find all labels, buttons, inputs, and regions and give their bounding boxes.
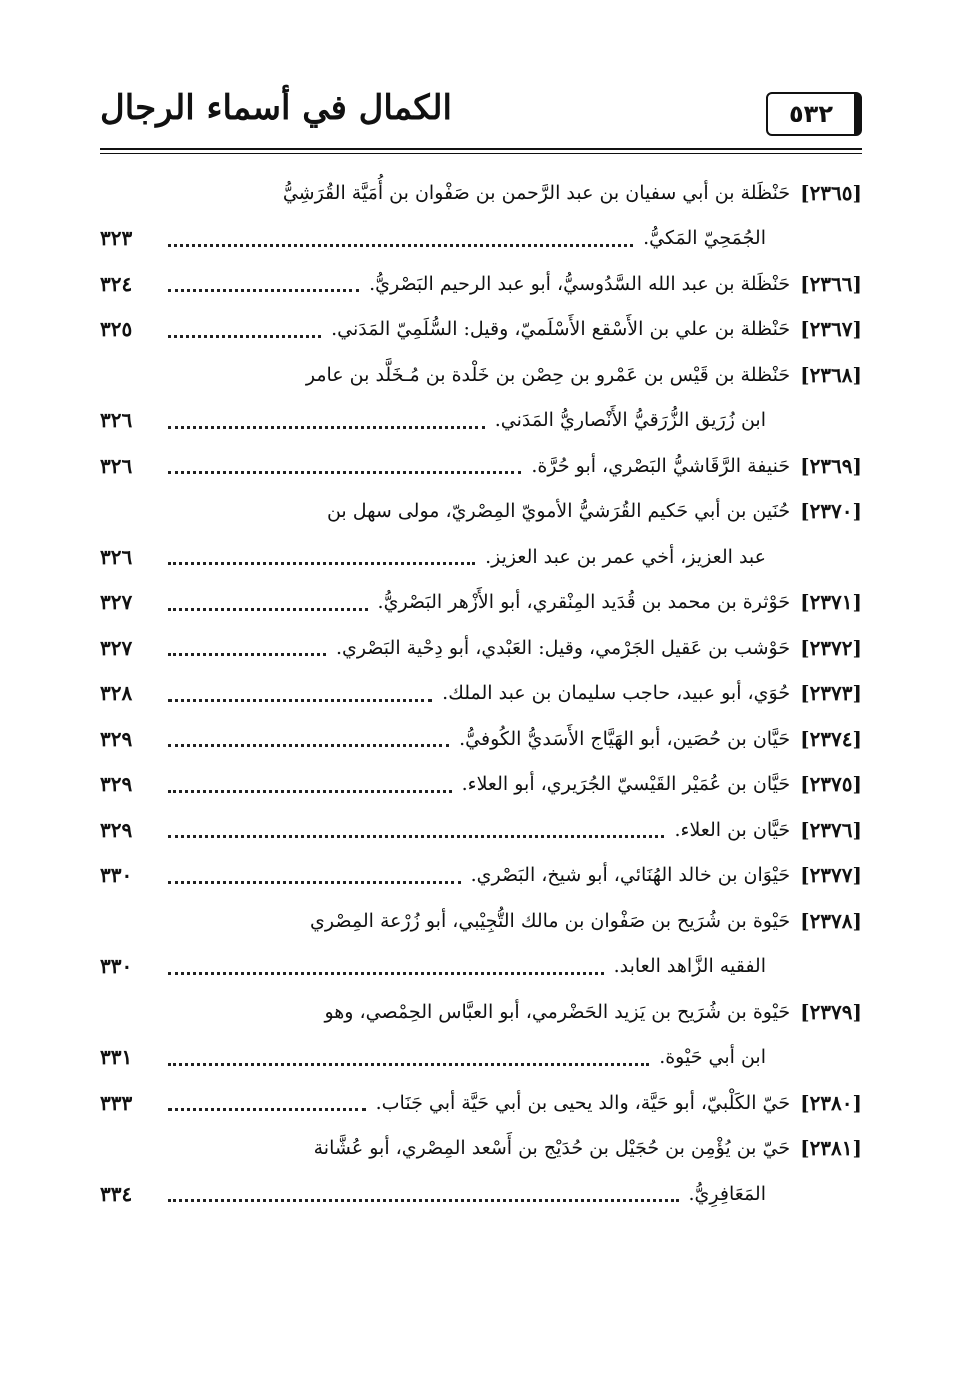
entry-line bbox=[100, 944, 862, 990]
page-reference: ٣٢٧ bbox=[100, 590, 133, 615]
entry-number: [٢٣٦٩] bbox=[800, 453, 862, 478]
index-entry bbox=[100, 671, 862, 717]
dot-leader bbox=[168, 1108, 366, 1111]
entry-text: حَنْظلة بن قَيْس بن عَمْرو بن حِصْن بن خَلْدة بن مُـخَلَّد بن عامر bbox=[305, 363, 791, 386]
page-reference: ٣٣٤ bbox=[100, 1181, 133, 1206]
page-reference: ٣٣١ bbox=[100, 1045, 133, 1070]
entry-text: حَيْوة بن شُرَيح بن يَزيد الحَضْرمي، أبو العبَّاس الحِمْصي، وهو bbox=[324, 1000, 791, 1023]
page-reference: ٣٢٦ bbox=[100, 408, 133, 433]
entry-line bbox=[100, 853, 862, 899]
book-title: الكمال في أسماء الرجال bbox=[100, 88, 452, 128]
page-reference: ٣٢٨ bbox=[100, 681, 133, 706]
index-entry bbox=[100, 853, 862, 899]
index-entry bbox=[100, 989, 862, 1080]
entry-line bbox=[100, 989, 862, 1035]
entry-text: حَيّ الكَلْبيّ، أبو حَيَّة، والد يحيى بن أبي حَيَّة أبي جَنَاب. bbox=[375, 1091, 791, 1114]
page-number-box bbox=[766, 92, 862, 136]
entry-number: [٢٣٧٠] bbox=[800, 499, 862, 524]
dot-leader bbox=[168, 471, 521, 474]
index-entry bbox=[100, 443, 862, 489]
index-entry bbox=[100, 762, 862, 808]
page-number: ٥٣٢ bbox=[789, 100, 833, 128]
entry-text: حُنَين بن أبي حَكيم القُرَشيُّ الأمويّ المِصْريّ، مولى سهل بن bbox=[326, 500, 791, 523]
page-reference: ٣٢٦ bbox=[100, 453, 133, 478]
entry-line bbox=[100, 398, 862, 444]
dot-leader bbox=[168, 881, 461, 884]
entry-text: حَيَّان بن عُمَيْر القَيْسيّ الجُرَيري، أبو العلاء. bbox=[461, 773, 791, 796]
page-header bbox=[100, 78, 862, 158]
entry-number: [٢٣٨١] bbox=[800, 1136, 862, 1161]
dot-leader bbox=[168, 972, 604, 975]
entry-text: حَنْظَلة بن أبي سفيان بن عبد الرَّحمن بن صَفْوان بن أُمَيَّة القُرَشِيُّ bbox=[282, 181, 791, 204]
header-rule bbox=[100, 148, 862, 150]
entry-text: الفقيه الزَّاهد العابد. bbox=[613, 955, 766, 978]
index-entry bbox=[100, 898, 862, 989]
dot-leader bbox=[168, 653, 326, 656]
entry-line bbox=[100, 1126, 862, 1172]
dot-leader bbox=[168, 1199, 679, 1202]
entry-line bbox=[100, 1080, 862, 1126]
entry-line bbox=[100, 216, 862, 262]
entry-number: [٢٣٧٩] bbox=[800, 999, 862, 1024]
entry-number: [٢٣٦٨] bbox=[800, 362, 862, 387]
entry-text: حَيَّان بن حُصَين، أبو الهَيَّاج الأَسَديُّ الكُوفيُّ. bbox=[459, 727, 791, 750]
dot-leader bbox=[168, 335, 321, 338]
index-entry bbox=[100, 170, 862, 261]
index-entry bbox=[100, 307, 862, 353]
entry-line bbox=[100, 489, 862, 535]
entry-text: حَوْثرة بن محمد بن قُدَيد المِنْقري، أبو الأَزْهر البَصْريُّ. bbox=[377, 591, 791, 614]
entry-text: حَوْشب بن عَقيل الجَرْمي، وقيل: العَبْدي، أبو دِحْية البَصْري. bbox=[335, 636, 791, 659]
entry-line bbox=[100, 807, 862, 853]
entry-number: [٢٣٦٧] bbox=[800, 317, 862, 342]
index-entry bbox=[100, 1126, 862, 1217]
dot-leader bbox=[168, 562, 475, 565]
entry-text: ابن زُرَيق الزُّرَقيُّ الأَنْصاريُّ المَدَني. bbox=[494, 409, 766, 432]
page-reference: ٣٢٧ bbox=[100, 635, 133, 660]
entry-line bbox=[100, 170, 862, 216]
entry-line bbox=[100, 307, 862, 353]
entry-text: حَنْظَلة بن عبد الله السَّدُوسيُّ، أبو عبد الرحيم البَصْريُّ. bbox=[369, 272, 791, 295]
entry-text: حَيَّان بن العلاء. bbox=[674, 818, 791, 841]
page-reference: ٣٢٤ bbox=[100, 271, 133, 296]
page-reference: ٣٢٩ bbox=[100, 817, 133, 842]
entry-line bbox=[100, 671, 862, 717]
page-reference: ٣٢٩ bbox=[100, 772, 133, 797]
entry-number: [٢٣٧٧] bbox=[800, 863, 862, 888]
header-rule-thin bbox=[100, 153, 862, 154]
index-entry bbox=[100, 261, 862, 307]
entry-number: [٢٣٨٠] bbox=[800, 1090, 862, 1115]
entry-number: [٢٣٧١] bbox=[800, 590, 862, 615]
index-entries bbox=[100, 170, 862, 1217]
page-reference: ٣٢٦ bbox=[100, 544, 133, 569]
entry-line bbox=[100, 625, 862, 671]
entry-text: حَنْظلة بن علي بن الأَسْقع الأَسْلَميّ، وقيل: السُّلَمِيّ المَدَني. bbox=[331, 318, 791, 341]
dot-leader bbox=[168, 1063, 649, 1066]
index-entry bbox=[100, 625, 862, 671]
dot-leader bbox=[168, 244, 633, 247]
entry-line bbox=[100, 716, 862, 762]
index-entry bbox=[100, 489, 862, 580]
index-entry bbox=[100, 352, 862, 443]
entry-text: حُوَي، أبو عبيد، حاجب سليمان بن عبد الملك. bbox=[442, 682, 791, 705]
entry-number: [٢٣٧٥] bbox=[800, 772, 862, 797]
entry-line bbox=[100, 534, 862, 580]
index-entry bbox=[100, 580, 862, 626]
entry-number: [٢٣٧٦] bbox=[800, 817, 862, 842]
entry-number: [٢٣٧٤] bbox=[800, 726, 862, 751]
entry-number: [٢٣٧٨] bbox=[800, 908, 862, 933]
entry-number: [٢٣٧٣] bbox=[800, 681, 862, 706]
page-reference: ٣٢٩ bbox=[100, 726, 133, 751]
entry-number: [٢٣٦٥] bbox=[800, 180, 862, 205]
entry-text: حَنيفة الرَّقَاشيُّ البَصْري، أبو حُرَّة. bbox=[531, 454, 791, 477]
entry-line bbox=[100, 580, 862, 626]
entry-text: عبد العزيز، أخي عمر بن عبد العزيز. bbox=[485, 545, 766, 568]
entry-line bbox=[100, 898, 862, 944]
dot-leader bbox=[168, 289, 359, 292]
entry-line bbox=[100, 1171, 862, 1217]
dot-leader bbox=[168, 699, 432, 702]
entry-text: المَعَافِرِيُّ. bbox=[688, 1182, 766, 1205]
page-reference: ٣٣٣ bbox=[100, 1090, 133, 1115]
entry-number: [٢٣٧٢] bbox=[800, 635, 862, 660]
entry-text: الجُمَحِيّ المَكيُّ. bbox=[643, 227, 766, 250]
entry-line bbox=[100, 1035, 862, 1081]
dot-leader bbox=[168, 608, 368, 611]
entry-text: حَيْوة بن شُرَيح بن صَفْوان بن مالك التُّجِيْبي، أبو زُرْعة المِصْري bbox=[310, 909, 791, 932]
dot-leader bbox=[168, 790, 452, 793]
entry-line bbox=[100, 762, 862, 808]
page-reference: ٣٣٠ bbox=[100, 863, 133, 888]
page-reference: ٣٢٥ bbox=[100, 317, 133, 342]
page-reference: ٣٢٣ bbox=[100, 226, 133, 251]
dot-leader bbox=[168, 426, 485, 429]
dot-leader bbox=[168, 835, 664, 838]
entry-text: ابن أبي حَيْوة. bbox=[659, 1046, 766, 1069]
index-entry bbox=[100, 1080, 862, 1126]
dot-leader bbox=[168, 744, 449, 747]
entry-text: حَيّ بن يُؤْمِن بن حُجَيْل بن حُدَيْج بن أَسْعد المِصْري، أبو عُشَّانة bbox=[313, 1137, 791, 1160]
entry-line bbox=[100, 352, 862, 398]
index-entry bbox=[100, 716, 862, 762]
entry-line bbox=[100, 261, 862, 307]
entry-number: [٢٣٦٦] bbox=[800, 271, 862, 296]
entry-line bbox=[100, 443, 862, 489]
entry-text: حَيْوَان بن خالد الهُنَائي، أبو شيخ، البَصْري. bbox=[470, 864, 791, 887]
page-reference: ٣٣٠ bbox=[100, 954, 133, 979]
index-entry bbox=[100, 807, 862, 853]
